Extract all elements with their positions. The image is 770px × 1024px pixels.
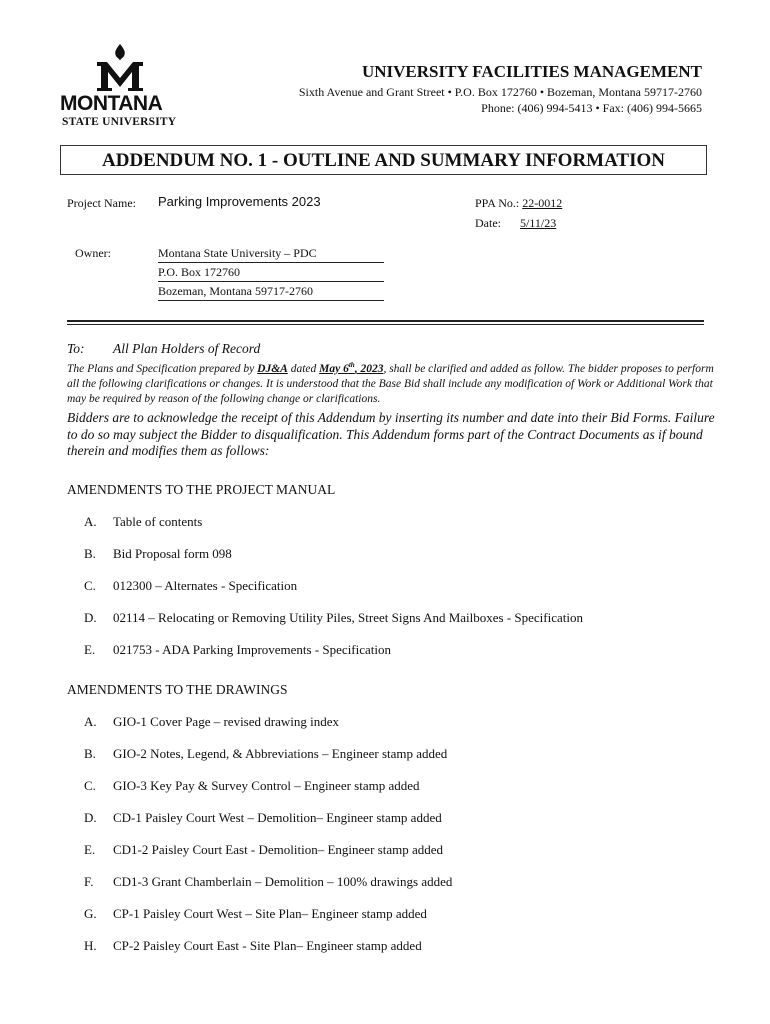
intro-date-year: , 2023 — [354, 362, 384, 375]
manual-item-letter: B. — [84, 546, 96, 561]
date-value: 5/11/23 — [520, 216, 557, 230]
intro-date-sup: th — [348, 361, 355, 369]
to-value: All Plan Holders of Record — [113, 341, 261, 356]
manual-item-letter: E. — [84, 642, 96, 657]
addendum-title: ADDENDUM NO. 1 - OUTLINE AND SUMMARY INFORMATION — [60, 145, 707, 175]
drawings-item-letter: F. — [84, 874, 94, 889]
org-phone: Phone: (406) 994-5413 • Fax: (406) 994-5665 — [481, 101, 702, 115]
owner-line-1: Montana State University – PDC — [158, 246, 384, 263]
intro-paragraph — [67, 358, 717, 407]
msu-flame-m-icon — [95, 44, 145, 92]
ppa-value: 22-0012 — [522, 196, 563, 210]
drawings-item-text: GIO-2 Notes, Legend, & Abbreviations – Engineer stamp added — [113, 746, 448, 761]
manual-heading: AMENDMENTS TO THE PROJECT MANUAL — [67, 482, 336, 497]
date-label: Date: — [475, 216, 501, 230]
drawings-item-text: CD1-2 Paisley Court East - Demolition– Engineer stamp added — [113, 842, 443, 857]
msu-logo — [60, 44, 185, 132]
drawings-heading: AMENDMENTS TO THE DRAWINGS — [67, 682, 288, 697]
intro-mid: dated — [287, 362, 320, 375]
drawings-item-letter: B. — [84, 746, 96, 761]
intro-pre: The Plans and Specification prepared by — [67, 362, 258, 375]
drawings-item-text: CP-2 Paisley Court East - Site Plan– Engineer stamp added — [113, 938, 422, 953]
manual-item-text: Table of contents — [113, 514, 203, 529]
owner-line-2: P.O. Box 172760 — [158, 265, 384, 282]
manual-item-text: 012300 – Alternates - Specification — [113, 578, 298, 593]
drawings-item-text: CP-1 Paisley Court West – Site Plan– Engineer stamp added — [113, 906, 427, 921]
ppa-label — [475, 196, 562, 211]
intro-firm: DJ&A — [257, 362, 288, 375]
intro-date — [319, 363, 383, 375]
project-name-label: Project Name: — [67, 196, 136, 210]
drawings-item-text: CD1-3 Grant Chamberlain – Demolition – 100% drawings added — [113, 874, 453, 889]
drawings-item-text: GIO-3 Key Pay & Survey Control – Engineer stamp added — [113, 778, 420, 793]
drawings-item-text: GIO-1 Cover Page – revised drawing index — [113, 714, 339, 729]
drawings-item-letter: E. — [84, 842, 96, 857]
owner-label: Owner: — [75, 246, 111, 260]
drawings-item-letter: G. — [84, 906, 97, 921]
manual-item-letter: D. — [84, 610, 97, 625]
ppa-label-text: PPA No.: — [475, 196, 520, 210]
intro-post: , shall be clarified and added as follow. The bidder proposes to perform all the following clarifications or changes. It is understood that the Base Bid shall include any modification of Work or Additional Work that may be required by reason of the following change or clarifications. — [67, 362, 714, 405]
project-name-value: Parking Improvements 2023 — [158, 194, 321, 209]
divider-thin — [67, 324, 704, 325]
org-address: Sixth Avenue and Grant Street • P.O. Box 172760 • Bozeman, Montana 59717-2760 — [298, 85, 702, 99]
manual-item-letter: A. — [84, 514, 97, 529]
notice-paragraph: Bidders are to acknowledge the receipt of this Addendum by inserting its number and date into their Bid Forms. Failure to do so may subject the Bidder to disqualification. This Addendum forms part of the Contract Documents as if bound therein and modifies them as follows: — [67, 410, 715, 458]
logo-subtitle: STATE UNIVERSITY — [62, 116, 177, 128]
intro-date-main: May 6 — [319, 362, 349, 375]
logo-wordmark: MONTANA — [60, 92, 163, 115]
to-label: To: — [67, 341, 85, 356]
drawings-item-letter: H. — [84, 938, 97, 953]
manual-item-text: Bid Proposal form 098 — [113, 546, 232, 561]
org-title: UNIVERSITY FACILITIES MANAGEMENT — [361, 62, 702, 81]
manual-item-text: 021753 - ADA Parking Improvements - Specification — [113, 642, 392, 657]
drawings-item-letter: A. — [84, 714, 97, 729]
owner-line-3: Bozeman, Montana 59717-2760 — [158, 284, 384, 301]
drawings-item-text: CD-1 Paisley Court West – Demolition– Engineer stamp added — [113, 810, 442, 825]
manual-item-letter: C. — [84, 578, 96, 593]
drawings-item-letter: C. — [84, 778, 96, 793]
divider-thick — [67, 320, 704, 322]
manual-item-text: 02114 – Relocating or Removing Utility Piles, Street Signs And Mailboxes - Specification — [113, 610, 583, 625]
drawings-item-letter: D. — [84, 810, 97, 825]
